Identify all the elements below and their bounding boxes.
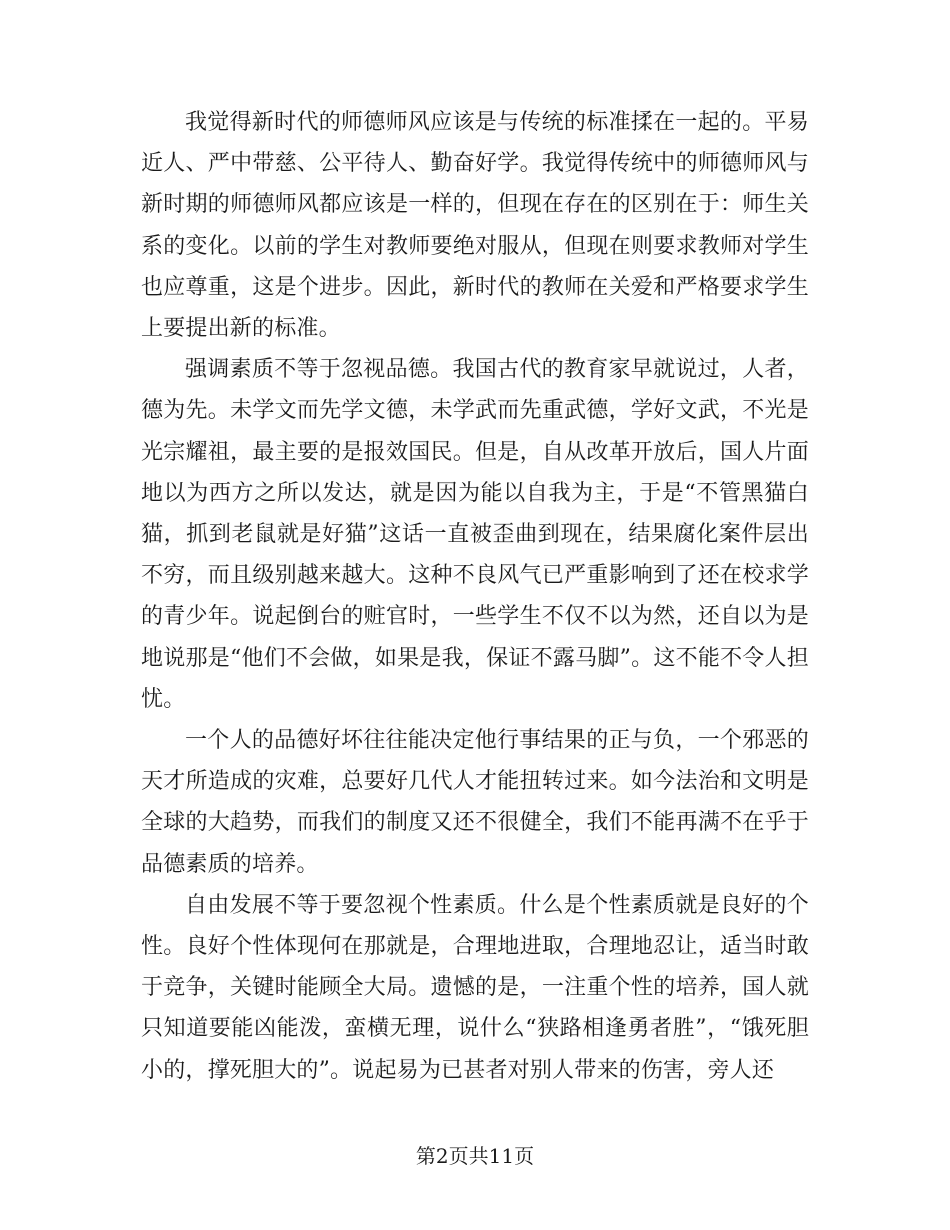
page-number-footer: 第2页共11页 [415, 1144, 535, 1168]
paragraph: 我觉得新时代的师德师风应该是与传统的标准揉在一起的。平易近人、严中带慈、公平待人、勤奋好学。我觉得传统中的师德师风与新时期的师德师风都应该是一样的，但现在存在的区别在于：师生关系的变化。以前的学生对教师要绝对服从，但现在则要求教师对学生也应尊重，这是个进步。因此，新时代的教师在关爱和严格要求学生上要提出新的标准。 [141, 110, 809, 342]
body-text [141, 102, 809, 1091]
paragraph: 强调素质不等于忽视品德。我国古代的教育家早就说过，人者，德为先。未学文而先学文德，未学武而先重武德，学好文武，不光是光宗耀祖，最主要的是报效国民。但是，自从改革开放后，国人片面地以为西方之所以发达，就是因为能以自我为主，于是“不管黑猫白猫，抓到老鼠就是好猫”这话一直被歪曲到现在，结果腐化案件层出不穷，而且级别越来越大。这种不良风气已严重影响到了还在校求学的青少年。说起倒台的赃官时，一些学生不仅不以为然，还自以为是地说那是“他们不会做，如果是我，保证不露马脚”。这不能不令人担忧。 [141, 357, 809, 712]
paragraph: 一个人的品德好坏往往能决定他行事结果的正与负，一个邪恶的天才所造成的灾难，总要好几代人才能扭转过来。如今法治和文明是全球的大趋势，而我们的制度又还不很健全，我们不能再满不在乎于品德素质的培养。 [141, 728, 809, 877]
paragraph: 自由发展不等于要忽视个性素质。什么是个性素质就是良好的个性。良好个性体现何在那就是，合理地进取，合理地忍让，适当时敢于竞争，关键时能顾全大局。遗憾的是，一注重个性的培养，国人就只知道要能凶能泼，蛮横无理，说什么“狭路相逢勇者胜”，“饿死胆小的，撑死胆大的”。说起易为已甚者对别人带来的伤害，旁人还 [141, 892, 809, 1083]
